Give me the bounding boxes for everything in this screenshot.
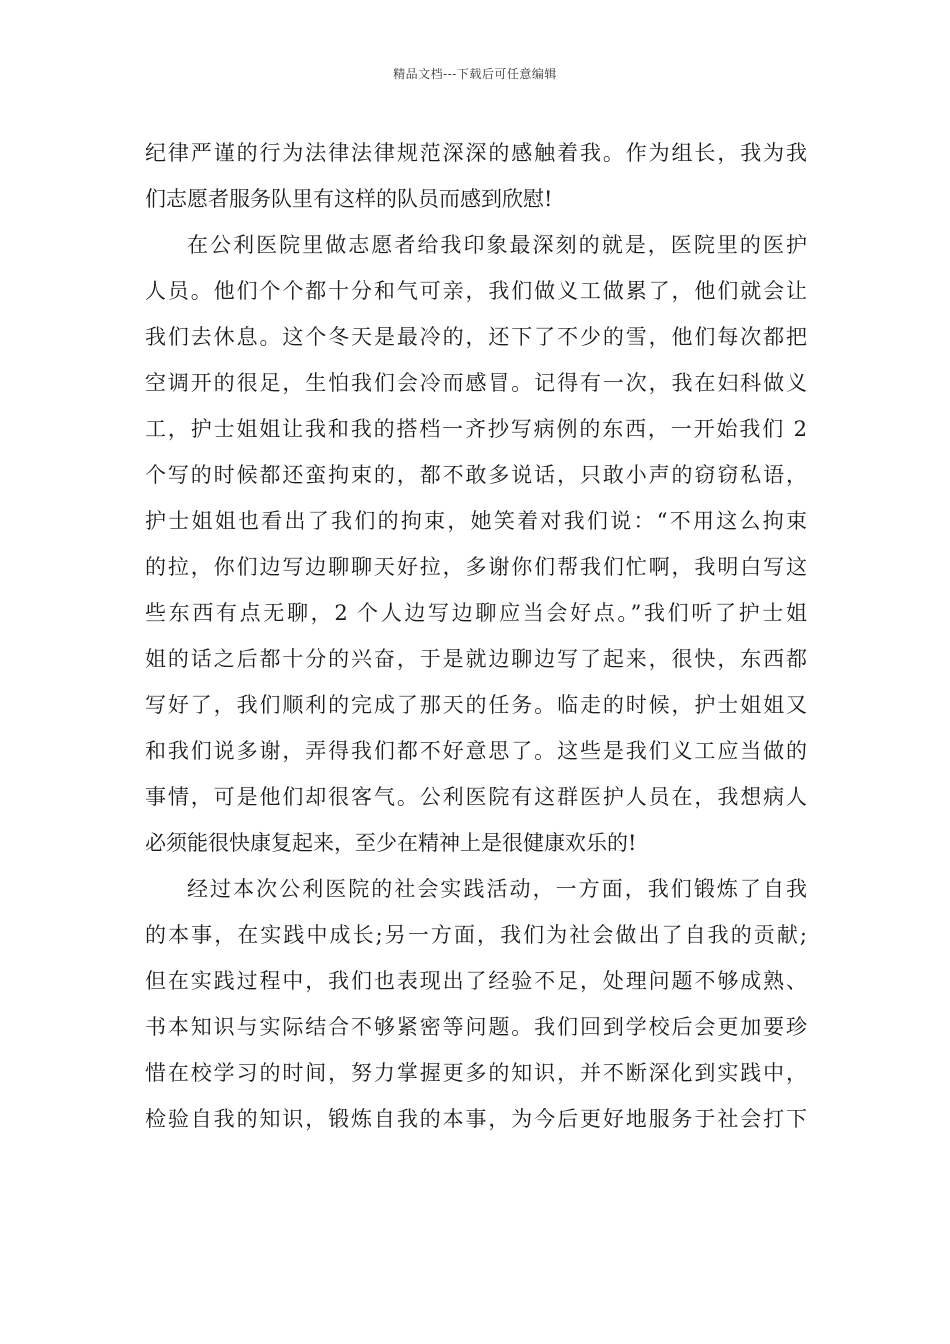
text-line: 们志愿者服务队里有这样的队员而感到欣慰! (145, 187, 553, 211)
text-line: 书本知识与实际结合不够紧密等问题。我们回到学校后会更加要珍 (145, 1015, 807, 1039)
text-line: 些东西有点无聊，2 个人边写边聊应当会好点。”我们听了护士姐 (145, 601, 807, 625)
text-line: 的本事，在实践中成长;另一方面，我们为社会做出了自我的贡献; (145, 923, 807, 947)
text-line: 写好了，我们顺利的完成了那天的任务。临走的时候，护士姐姐又 (145, 693, 807, 717)
text-line: 工，护士姐姐让我和我的搭档一齐抄写病例的东西，一开始我们 2 (145, 417, 807, 441)
page-header: 精品文档---下载后可任意编辑 (393, 67, 557, 81)
text-line: 空调开的很足，生怕我们会冷而感冒。记得有一次，我在妇科做义 (145, 371, 807, 395)
text-line: 姐的话之后都十分的兴奋，于是就边聊边写了起来，很快，东西都 (145, 647, 807, 671)
text-line: 护士姐姐也看出了我们的拘束，她笑着对我们说：“不用这么拘束 (145, 509, 807, 533)
text-line: 人员。他们个个都十分和气可亲，我们做义工做累了，他们就会让 (145, 279, 807, 303)
text-line: 检验自我的知识，锻炼自我的本事，为今后更好地服务于社会打下 (145, 1107, 807, 1131)
text-line: 经过本次公利医院的社会实践活动，一方面，我们锻炼了自我 (187, 877, 807, 901)
text-line: 和我们说多谢，弄得我们都不好意思了。这些是我们义工应当做的 (145, 739, 807, 763)
text-line: 个写的时候都还蛮拘束的，都不敢多说话，只敢小声的窃窃私语， (145, 463, 807, 487)
text-line: 惜在校学习的时间，努力掌握更多的知识，并不断深化到实践中， (145, 1061, 807, 1085)
document-body (145, 130, 807, 1142)
text-line: 必须能很快康复起来，至少在精神上是很健康欢乐的! (145, 831, 637, 855)
text-line: 我们去休息。这个冬天是最冷的，还下了不少的雪，他们每次都把 (145, 325, 807, 349)
text-line: 纪律严谨的行为法律法律规范深深的感触着我。作为组长，我为我 (145, 141, 807, 165)
text-line: 的拉，你们边写边聊聊天好拉，多谢你们帮我们忙啊，我明白写这 (145, 555, 807, 579)
text-line: 事情，可是他们却很客气。公利医院有这群医护人员在，我想病人 (145, 785, 807, 809)
text-line: 但在实践过程中，我们也表现出了经验不足，处理问题不够成熟、 (145, 969, 807, 993)
text-line: 在公利医院里做志愿者给我印象最深刻的就是，医院里的医护 (187, 233, 807, 257)
